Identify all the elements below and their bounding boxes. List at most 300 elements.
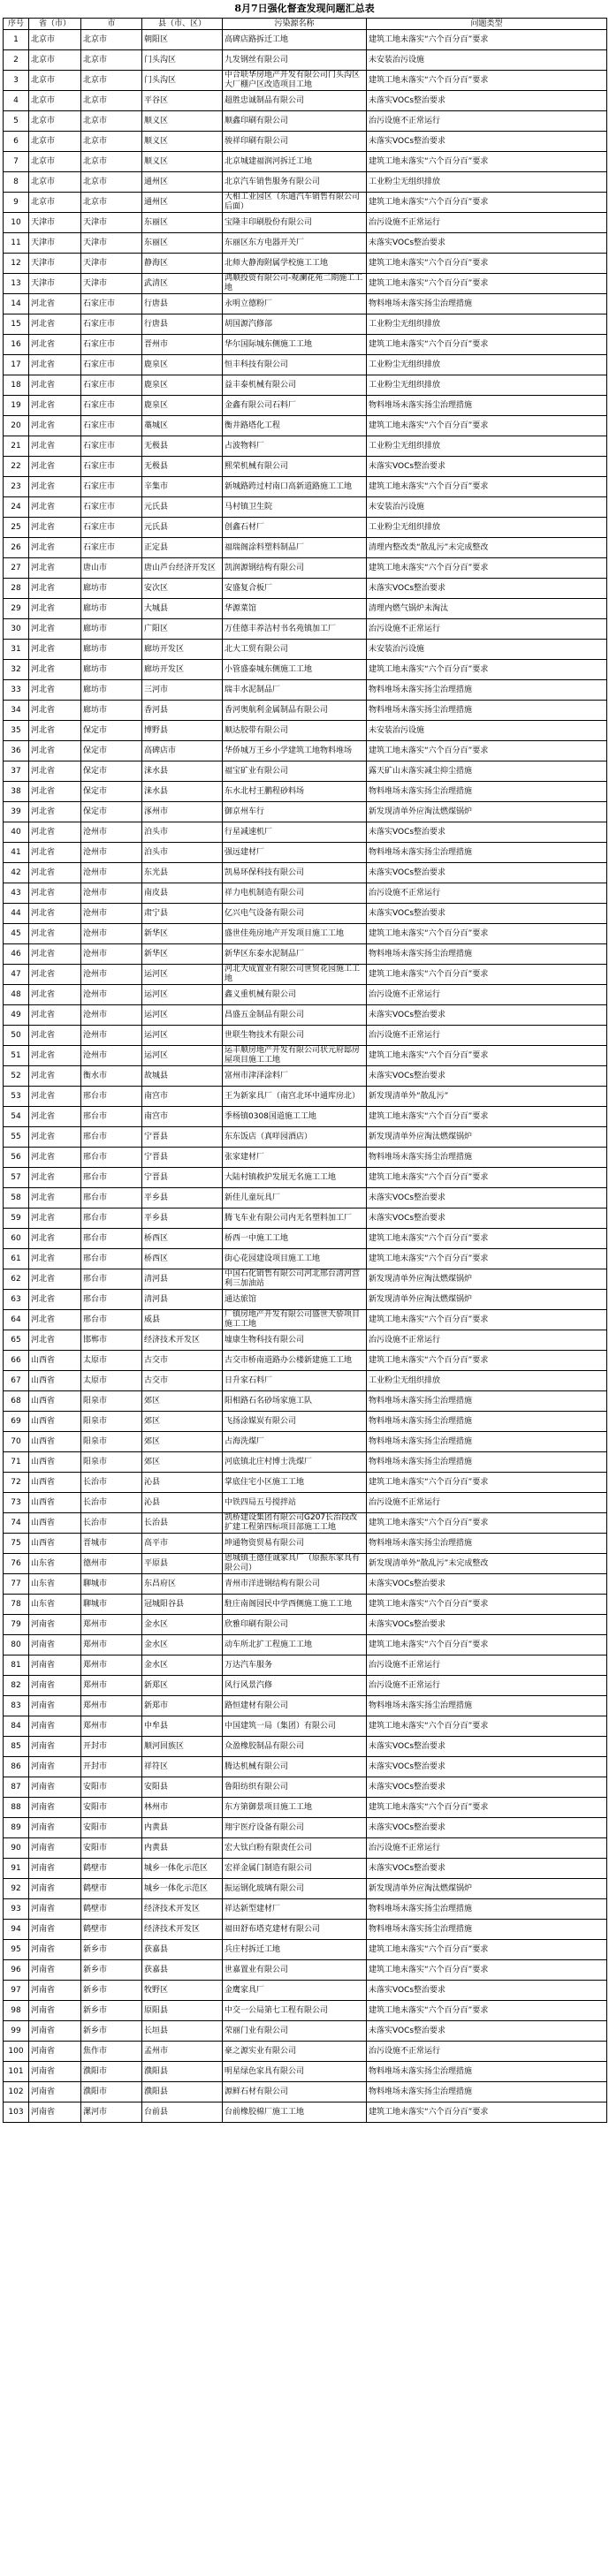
city-cell: 郑州市 (81, 1615, 142, 1635)
county-cell: 故城县 (142, 1066, 223, 1087)
county-cell: 静海区 (142, 254, 223, 274)
city-cell: 邢台市 (81, 1188, 142, 1208)
source-name-cell: 强远建材厂 (223, 843, 367, 863)
row-index-cell: 24 (4, 497, 29, 518)
problem-type-cell: 物料堆场未落实扬尘治理措施 (367, 294, 607, 314)
row-index-cell: 66 (4, 1351, 29, 1371)
problem-type-cell: 物料堆场未落实扬尘治理措施 (367, 1452, 607, 1473)
county-cell: 经济技术开发区 (142, 1920, 223, 1940)
province-cell: 河南省 (29, 2021, 81, 2042)
source-name-cell: 中国建筑一局（集团）有限公司 (223, 1716, 367, 1737)
row-index-cell: 25 (4, 518, 29, 538)
row-index-cell: 32 (4, 660, 29, 680)
city-cell: 沧州市 (81, 1026, 142, 1046)
table-row (4, 1208, 607, 1229)
source-name-cell: 王为新家具厂（南宫北环中通库房北） (223, 1087, 367, 1107)
table-row (4, 558, 607, 579)
city-cell: 邢台市 (81, 1148, 142, 1168)
city-cell: 北京市 (81, 111, 142, 132)
source-name-cell: 华侨城万王乡小学建筑工地物料堆场 (223, 741, 367, 761)
province-cell: 河南省 (29, 1920, 81, 1940)
header-source-name: 污染源名称 (223, 19, 367, 30)
province-cell: 河北省 (29, 1005, 81, 1026)
table-row (4, 477, 607, 497)
county-cell: 广阳区 (142, 619, 223, 640)
problem-type-cell: 未落实VOCs整治要求 (367, 1615, 607, 1635)
city-cell: 开封市 (81, 1757, 142, 1777)
province-cell: 河北省 (29, 1290, 81, 1310)
row-index-cell: 83 (4, 1696, 29, 1716)
source-name-cell: 北京汽车销售服务有限公司 (223, 172, 367, 193)
table-row (4, 619, 607, 640)
source-name-cell: 厂镇房地产开发有限公司盛世天骄项目施工工地 (223, 1310, 367, 1330)
source-name-cell: 季杨镇0308国道施工工地 (223, 1107, 367, 1127)
row-index-cell: 6 (4, 132, 29, 152)
problem-type-cell: 治污设施不正常运行 (367, 1493, 607, 1513)
city-cell: 邯郸市 (81, 1330, 142, 1351)
table-row (4, 375, 607, 396)
county-cell: 新郑市 (142, 1696, 223, 1716)
problem-type-cell: 未落实VOCs整治要求 (367, 579, 607, 599)
source-name-cell: 东方第御景项目施工工地 (223, 1798, 367, 1818)
problem-type-cell: 露天矿山未落实减尘抑尘措施 (367, 761, 607, 782)
problem-type-cell: 建筑工地未落实“六个百分百”要求 (367, 416, 607, 436)
table-row (4, 640, 607, 660)
county-cell: 平原县 (142, 1554, 223, 1574)
city-cell: 石家庄市 (81, 518, 142, 538)
problem-type-cell: 未落实VOCs整治要求 (367, 822, 607, 843)
table-row (4, 1452, 607, 1473)
city-cell: 石家庄市 (81, 294, 142, 314)
source-name-cell: 小管盛泰城东侧施工工地 (223, 660, 367, 680)
table-row (4, 2082, 607, 2102)
row-index-cell: 72 (4, 1473, 29, 1493)
city-cell: 太原市 (81, 1371, 142, 1391)
table-row (4, 1615, 607, 1635)
row-index-cell: 56 (4, 1148, 29, 1168)
city-cell: 新乡市 (81, 2021, 142, 2042)
row-index-cell: 8 (4, 172, 29, 193)
problem-type-cell: 建筑工地未落实“六个百分百”要求 (367, 254, 607, 274)
city-cell: 北京市 (81, 91, 142, 111)
row-index-cell: 49 (4, 1005, 29, 1026)
problem-type-cell: 建筑工地未落实“六个百分百”要求 (367, 1229, 607, 1249)
problem-type-cell: 未落实VOCs整治要求 (367, 1005, 607, 1026)
source-name-cell: 振运钢化玻璃有限公司 (223, 1879, 367, 1899)
city-cell: 濮阳市 (81, 2062, 142, 2082)
city-cell: 焦作市 (81, 2042, 142, 2062)
province-cell: 河北省 (29, 497, 81, 518)
table-row (4, 2001, 607, 2021)
city-cell: 石家庄市 (81, 436, 142, 457)
problem-type-cell: 新发现清单外应淘汰燃煤锅炉 (367, 1290, 607, 1310)
table-row (4, 213, 607, 233)
source-name-cell: 荣丽门业有限公司 (223, 2021, 367, 2042)
row-index-cell: 19 (4, 396, 29, 416)
problem-type-cell: 治污设施不正常运行 (367, 111, 607, 132)
city-cell: 新乡市 (81, 2001, 142, 2021)
table-row (4, 2102, 607, 2123)
table-row (4, 111, 607, 132)
province-cell: 河南省 (29, 2082, 81, 2102)
source-name-cell: 鲁阳纺织有限公司 (223, 1777, 367, 1798)
table-row (4, 1879, 607, 1899)
table-row (4, 1859, 607, 1879)
county-cell: 高碑店市 (142, 741, 223, 761)
county-cell: 武清区 (142, 274, 223, 294)
province-cell: 山西省 (29, 1534, 81, 1554)
city-cell: 沧州市 (81, 1005, 142, 1026)
province-cell: 河北省 (29, 619, 81, 640)
problem-type-cell: 物料堆场未落实扬尘治理措施 (367, 1534, 607, 1554)
source-name-cell: 河底镇北庄村博士洗煤厂 (223, 1452, 367, 1473)
source-name-cell: 飞扬涂媒炭有限公司 (223, 1412, 367, 1432)
row-index-cell: 46 (4, 944, 29, 965)
source-name-cell: 掌底住宅小区施工工地 (223, 1473, 367, 1493)
province-cell: 河南省 (29, 2062, 81, 2082)
province-cell: 河北省 (29, 1269, 81, 1290)
county-cell: 鹿泉区 (142, 375, 223, 396)
row-index-cell: 71 (4, 1452, 29, 1473)
table-row (4, 1249, 607, 1269)
problem-type-cell: 新发现清单外“散乱污” (367, 1087, 607, 1107)
row-index-cell: 74 (4, 1513, 29, 1534)
source-name-cell: 福宝矿业有限公司 (223, 761, 367, 782)
problem-type-cell: 未落实VOCs整治要求 (367, 233, 607, 254)
problem-type-cell: 建筑工地未落实“六个百分百”要求 (367, 1595, 607, 1615)
table-row (4, 1655, 607, 1676)
row-index-cell: 92 (4, 1879, 29, 1899)
table-row (4, 1798, 607, 1818)
county-cell: 牧野区 (142, 1981, 223, 2001)
county-cell: 城乡一体化示范区 (142, 1859, 223, 1879)
table-row (4, 1635, 607, 1655)
province-cell: 河南省 (29, 1899, 81, 1920)
problem-type-cell: 建筑工地未落实“六个百分百”要求 (367, 477, 607, 497)
row-index-cell: 85 (4, 1737, 29, 1757)
province-cell: 天津市 (29, 213, 81, 233)
city-cell: 聊城市 (81, 1574, 142, 1595)
row-index-cell: 96 (4, 1960, 29, 1981)
problem-type-cell: 治污设施不正常运行 (367, 883, 607, 904)
province-cell: 河北省 (29, 904, 81, 924)
row-index-cell: 31 (4, 640, 29, 660)
city-cell: 天津市 (81, 233, 142, 254)
source-name-cell: 兵庄村拆迁工地 (223, 1940, 367, 1960)
city-cell: 长治市 (81, 1513, 142, 1534)
province-cell: 山西省 (29, 1391, 81, 1412)
table-row (4, 1473, 607, 1493)
county-cell: 鹿泉区 (142, 396, 223, 416)
row-index-cell: 52 (4, 1066, 29, 1087)
table-row (4, 335, 607, 355)
county-cell: 泊头市 (142, 843, 223, 863)
problem-type-cell: 治污设施不正常运行 (367, 213, 607, 233)
table-row (4, 396, 607, 416)
row-index-cell: 82 (4, 1676, 29, 1696)
source-name-cell: 安盛复合板厂 (223, 579, 367, 599)
county-cell: 大城县 (142, 599, 223, 619)
province-cell: 天津市 (29, 274, 81, 294)
city-cell: 邢台市 (81, 1229, 142, 1249)
city-cell: 沧州市 (81, 863, 142, 883)
source-name-cell: 衡井路塔化工程 (223, 416, 367, 436)
source-name-cell: 北大工贸有限公司 (223, 640, 367, 660)
table-body (4, 30, 607, 2123)
source-name-cell: 墟康生物科技有限公司 (223, 1330, 367, 1351)
problem-type-cell: 未安装治污设施 (367, 640, 607, 660)
county-cell: 经济技术开发区 (142, 1899, 223, 1920)
table-row (4, 1940, 607, 1960)
province-cell: 北京市 (29, 152, 81, 172)
row-index-cell: 97 (4, 1981, 29, 2001)
table-row (4, 680, 607, 701)
province-cell: 山东省 (29, 1574, 81, 1595)
row-index-cell: 86 (4, 1757, 29, 1777)
city-cell: 鹤壁市 (81, 1859, 142, 1879)
province-cell: 河北省 (29, 741, 81, 761)
table-row (4, 1127, 607, 1148)
province-cell: 山西省 (29, 1493, 81, 1513)
table-row (4, 254, 607, 274)
city-cell: 沧州市 (81, 944, 142, 965)
county-cell: 唐山芦台经济开发区 (142, 558, 223, 579)
row-index-cell: 51 (4, 1046, 29, 1066)
table-row (4, 1981, 607, 2001)
province-cell: 河北省 (29, 335, 81, 355)
source-name-cell: 北师大静海附属学校施工工地 (223, 254, 367, 274)
source-name-cell: 明星绿色家具有限公司 (223, 2062, 367, 2082)
county-cell: 金水区 (142, 1655, 223, 1676)
province-cell: 河北省 (29, 416, 81, 436)
problem-type-cell: 建筑工地未落实“六个百分百”要求 (367, 152, 607, 172)
problem-type-cell: 工业粉尘无组织排放 (367, 436, 607, 457)
county-cell: 顺河回族区 (142, 1737, 223, 1757)
row-index-cell: 57 (4, 1168, 29, 1188)
county-cell: 顺义区 (142, 132, 223, 152)
table-row (4, 599, 607, 619)
row-index-cell: 34 (4, 701, 29, 721)
problem-type-cell: 物料堆场未落实扬尘治理措施 (367, 701, 607, 721)
problem-type-cell: 新发现清单外应淘汰燃煤锅炉 (367, 1269, 607, 1290)
row-index-cell: 43 (4, 883, 29, 904)
source-name-cell: 北京城建福润河拆迁工地 (223, 152, 367, 172)
county-cell: 长治县 (142, 1513, 223, 1534)
header-row (4, 19, 607, 30)
county-cell: 威县 (142, 1310, 223, 1330)
county-cell: 新郑区 (142, 1676, 223, 1696)
row-index-cell: 20 (4, 416, 29, 436)
county-cell: 沁县 (142, 1493, 223, 1513)
county-cell: 沁县 (142, 1473, 223, 1493)
source-name-cell: 胡国源汽修部 (223, 314, 367, 335)
source-name-cell: 占海洗煤厂 (223, 1432, 367, 1452)
row-index-cell: 15 (4, 314, 29, 335)
province-cell: 河北省 (29, 965, 81, 985)
row-index-cell: 75 (4, 1534, 29, 1554)
problem-type-cell: 新发现清单外“散乱污”未完成整改 (367, 1554, 607, 1574)
county-cell: 运河区 (142, 1005, 223, 1026)
problem-type-cell: 工业粉尘无组织排放 (367, 375, 607, 396)
city-cell: 邢台市 (81, 1310, 142, 1330)
province-cell: 山西省 (29, 1351, 81, 1371)
row-index-cell: 21 (4, 436, 29, 457)
county-cell: 无极县 (142, 457, 223, 477)
row-index-cell: 62 (4, 1269, 29, 1290)
city-cell: 北京市 (81, 132, 142, 152)
province-cell: 河南省 (29, 1655, 81, 1676)
table-title: 8月7日强化督查发现问题汇总表 (234, 3, 375, 14)
source-name-cell: 大相工业园区（东通汽车销售有限公司后面） (223, 193, 367, 213)
county-cell: 郊区 (142, 1432, 223, 1452)
table-row (4, 965, 607, 985)
province-cell: 河北省 (29, 294, 81, 314)
row-index-cell: 68 (4, 1391, 29, 1412)
source-name-cell: 新城路跨过村南口高新道路施工工地 (223, 477, 367, 497)
province-cell: 北京市 (29, 132, 81, 152)
table-row (4, 1595, 607, 1615)
city-cell: 郑州市 (81, 1716, 142, 1737)
problem-type-cell: 治污设施不正常运行 (367, 1676, 607, 1696)
county-cell: 顺义区 (142, 152, 223, 172)
county-cell: 濮阳县 (142, 2082, 223, 2102)
source-name-cell: 张家建材厂 (223, 1148, 367, 1168)
county-cell: 内黄县 (142, 1818, 223, 1838)
source-name-cell: 宏祥金属门制造有限公司 (223, 1859, 367, 1879)
city-cell: 廊坊市 (81, 619, 142, 640)
county-cell: 行唐县 (142, 294, 223, 314)
table-row (4, 1087, 607, 1107)
source-name-cell: 豪之源实业有限公司 (223, 2042, 367, 2062)
source-name-cell: 翔宇医疗设备有限公司 (223, 1818, 367, 1838)
header-city: 市 (81, 19, 142, 30)
row-index-cell: 99 (4, 2021, 29, 2042)
source-name-cell: 鑫义重机械有限公司 (223, 985, 367, 1005)
province-cell: 河北省 (29, 1330, 81, 1351)
row-index-cell: 77 (4, 1574, 29, 1595)
source-name-cell: 駐庄南阁园民中学西侧施工施工工地 (223, 1595, 367, 1615)
province-cell: 河北省 (29, 375, 81, 396)
table-row (4, 701, 607, 721)
table-row (4, 132, 607, 152)
city-cell: 廊坊市 (81, 579, 142, 599)
problem-type-cell: 未落实VOCs整治要求 (367, 132, 607, 152)
province-cell: 天津市 (29, 254, 81, 274)
problem-type-cell: 建筑工地未落实“六个百分百”要求 (367, 274, 607, 294)
source-name-cell: 凯润源钢结构有限公司 (223, 558, 367, 579)
city-cell: 北京市 (81, 172, 142, 193)
province-cell: 河南省 (29, 1981, 81, 2001)
problem-type-cell: 建筑工地未落实“六个百分百”要求 (367, 1249, 607, 1269)
city-cell: 沧州市 (81, 1046, 142, 1066)
province-cell: 河北省 (29, 477, 81, 497)
county-cell: 平乡县 (142, 1208, 223, 1229)
county-cell: 宁晋县 (142, 1148, 223, 1168)
province-cell: 河北省 (29, 924, 81, 944)
problem-type-cell: 物料堆场未落实扬尘治理措施 (367, 1391, 607, 1412)
problem-type-cell: 清理内整改类“散乱污”未完成整改 (367, 538, 607, 558)
province-cell: 河南省 (29, 1716, 81, 1737)
province-cell: 河北省 (29, 457, 81, 477)
county-cell: 涿州市 (142, 802, 223, 822)
county-cell: 泊头市 (142, 822, 223, 843)
county-cell: 元氏县 (142, 518, 223, 538)
row-index-cell: 23 (4, 477, 29, 497)
row-index-cell: 87 (4, 1777, 29, 1798)
province-cell: 河北省 (29, 396, 81, 416)
table-row (4, 1493, 607, 1513)
county-cell: 金水区 (142, 1635, 223, 1655)
row-index-cell: 28 (4, 579, 29, 599)
province-cell: 河北省 (29, 1229, 81, 1249)
problem-type-cell: 治污设施不正常运行 (367, 2042, 607, 2062)
problem-type-cell: 物料堆场未落实扬尘治理措施 (367, 2062, 607, 2082)
table-row (4, 1046, 607, 1066)
county-cell: 朝阳区 (142, 30, 223, 50)
county-cell: 台前县 (142, 2102, 223, 2123)
problem-type-cell: 未落实VOCs整治要求 (367, 91, 607, 111)
source-name-cell: 昌盛五金制品有限公司 (223, 1005, 367, 1026)
table-row (4, 518, 607, 538)
source-name-cell: 台前橡胶棉厂施工工地 (223, 2102, 367, 2123)
row-index-cell: 101 (4, 2062, 29, 2082)
problem-type-cell: 未落实VOCs整治要求 (367, 1777, 607, 1798)
city-cell: 安阳市 (81, 1818, 142, 1838)
table-row (4, 1899, 607, 1920)
table-row (4, 1554, 607, 1574)
row-index-cell: 50 (4, 1026, 29, 1046)
row-index-cell: 80 (4, 1635, 29, 1655)
county-cell: 涞水县 (142, 782, 223, 802)
province-cell: 山西省 (29, 1513, 81, 1534)
table-row (4, 1737, 607, 1757)
province-cell: 河北省 (29, 721, 81, 741)
city-cell: 邢台市 (81, 1290, 142, 1310)
table-row (4, 660, 607, 680)
city-cell: 邢台市 (81, 1249, 142, 1269)
source-name-cell: 通达旅馆 (223, 1290, 367, 1310)
city-cell: 濮阳市 (81, 2082, 142, 2102)
source-name-cell: 行星减速机厂 (223, 822, 367, 843)
problem-type-cell: 未安装治污设施 (367, 497, 607, 518)
city-cell: 石家庄市 (81, 375, 142, 396)
province-cell: 河北省 (29, 558, 81, 579)
county-cell: 晋州市 (142, 335, 223, 355)
city-cell: 郑州市 (81, 1696, 142, 1716)
county-cell: 经济技术开发区 (142, 1330, 223, 1351)
city-cell: 廊坊市 (81, 660, 142, 680)
county-cell: 元氏县 (142, 497, 223, 518)
table-row (4, 538, 607, 558)
row-index-cell: 33 (4, 680, 29, 701)
table-row (4, 1696, 607, 1716)
row-index-cell: 55 (4, 1127, 29, 1148)
province-cell: 北京市 (29, 193, 81, 213)
row-index-cell: 1 (4, 30, 29, 50)
source-name-cell: 中合联华房地产开发有限公司门头沟区大厂棚户区改造项目工地 (223, 71, 367, 91)
table-row (4, 985, 607, 1005)
city-cell: 衡水市 (81, 1066, 142, 1087)
row-index-cell: 58 (4, 1188, 29, 1208)
source-name-cell: 世嘉置业有限公司 (223, 1960, 367, 1981)
city-cell: 太原市 (81, 1351, 142, 1371)
problem-type-cell: 物料堆场未落实扬尘治理措施 (367, 1148, 607, 1168)
table-row (4, 904, 607, 924)
source-name-cell: 超胜忠诚制品有限公司 (223, 91, 367, 111)
source-name-cell: 骏祥印刷有限公司 (223, 132, 367, 152)
city-cell: 石家庄市 (81, 396, 142, 416)
source-name-cell: 河北天成置业有限公司世贸花园施工工地 (223, 965, 367, 985)
